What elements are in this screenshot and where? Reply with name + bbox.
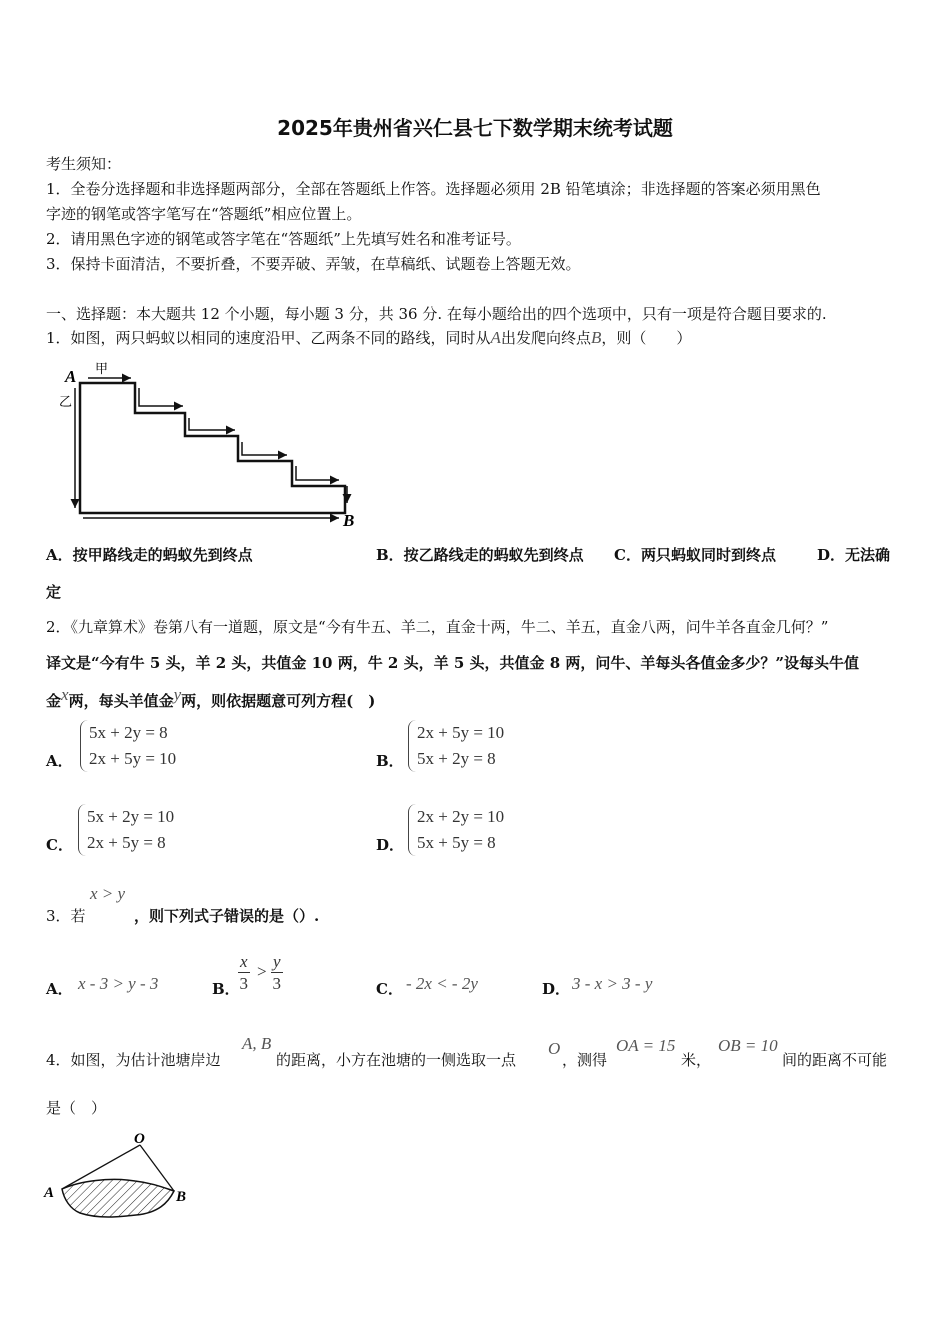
- page-title: 2025年贵州省兴仁县七下数学期末统考试题: [277, 116, 673, 140]
- q1-var-a: A: [490, 328, 501, 347]
- section-heading: 一、选择题：本大题共 12 个小题，每小题 3 分，共 36 分. 在每小题给出的四个选项中，只有一项是符合题目要求的.: [46, 305, 827, 323]
- q4-vars-ab: A, B: [242, 1034, 272, 1053]
- q2-stem-line3-b: 两，每头羊值金: [68, 692, 174, 710]
- q4-oa: OA = 15: [616, 1036, 676, 1055]
- q1-option-d[interactable]: D．无法确: [817, 546, 891, 564]
- q2-option-a-label[interactable]: A．: [46, 752, 73, 770]
- q2-stem-line3: [46, 685, 376, 711]
- q2-option-d-label[interactable]: D．: [376, 836, 405, 854]
- q4-stem-d: 米，: [681, 1051, 712, 1069]
- q2-stem-line3-a: 金: [46, 692, 62, 710]
- q4-stem-b: 的距离，小方在池塘的一侧选取一点: [276, 1051, 517, 1069]
- q2-option-b-eq1: 2x + 5y = 10: [417, 723, 505, 742]
- q2-option-d-eq1: 2x + 2y = 10: [417, 807, 505, 826]
- q2-option-c-eq2: 2x + 5y = 8: [87, 833, 166, 852]
- q3-option-b-frac1[interactable]: [238, 952, 250, 995]
- q1-stem-b: 出发爬向终点: [500, 329, 591, 347]
- notice-item-2: 2．请用黑色字迹的钢笔或答字笔在“答题纸”上先填写姓名和准考证号。: [46, 230, 521, 248]
- q1-fig-label-b: B: [343, 511, 355, 530]
- q3-option-b-num2: y: [273, 952, 281, 971]
- q2-option-b-label[interactable]: B．: [376, 752, 404, 770]
- notice-item-1: 1．全卷分选择题和非选择题两部分，全部在答题纸上作答。选择题必须用 2B 铅笔填涂；非选择题的答案必须用黑色: [46, 180, 821, 198]
- q4-fig-label-o: O: [134, 1131, 145, 1147]
- q1-fig-label-jia: 甲: [95, 362, 109, 377]
- q3-option-b-label[interactable]: B．: [212, 980, 240, 998]
- q1-stem-c: ，则（ ）: [601, 329, 692, 347]
- q1-option-b[interactable]: B．按乙路线走的蚂蚁先到终点: [376, 546, 584, 564]
- q2-option-a-eq1: 5x + 2y = 8: [89, 723, 168, 742]
- q2-option-b-eq2: 5x + 2y = 8: [417, 749, 496, 768]
- q3-option-b-num1: x: [240, 952, 248, 971]
- q2-option-b-system[interactable]: [408, 720, 504, 772]
- notice-heading: 考生须知：: [46, 155, 122, 173]
- q4-fig-label-a: A: [44, 1185, 55, 1201]
- q2-stem-line1: 2．《九章算术》卷第八有一道题，原文是“今有牛五、羊二，直金十两，牛二、羊五，直金八两，问牛羊各直金几何？”: [46, 618, 829, 636]
- q3-stem-a: 3．若: [46, 907, 86, 925]
- q3-option-d[interactable]: 3 - x > 3 - y: [572, 974, 653, 993]
- q1-var-b: B: [590, 328, 602, 347]
- q2-var-y: y: [173, 685, 182, 704]
- q2-option-d-system[interactable]: [408, 804, 504, 856]
- q4-stem-a: 4．如图，为估计池塘岸边: [46, 1051, 221, 1069]
- q2-option-c-system[interactable]: [78, 804, 174, 856]
- q1-staircase-figure: [55, 358, 375, 533]
- q1-stem: [46, 327, 691, 348]
- q4-stem-line2: 是（ ）: [46, 1099, 107, 1117]
- q1-option-d-cont: 定: [46, 583, 62, 601]
- q2-option-a-eq2: 2x + 5y = 10: [89, 749, 177, 768]
- q2-option-a-system[interactable]: [80, 720, 176, 772]
- q3-option-c-label[interactable]: C．: [376, 980, 403, 998]
- notice-item-3: 3．保持卡面清洁，不要折叠，不要弄破、弄皱，在草稿纸、试题卷上答题无效。: [46, 255, 581, 273]
- q4-fig-label-b: B: [176, 1189, 187, 1205]
- q2-stem-line2: 译文是“今有牛 5 头，羊 2 头，共值金 10 两，牛 2 头，羊 5 头，共值金 8 两，问牛、羊每头各值金多少？”设每头牛值: [46, 654, 859, 672]
- q2-stem-line3-c: 两，则依据题意可列方程( ): [181, 692, 376, 710]
- q3-option-a[interactable]: x - 3 > y - 3: [78, 974, 159, 993]
- q3-option-b-den1: 3: [239, 974, 249, 993]
- q3-option-b-frac2[interactable]: [271, 952, 283, 995]
- q2-var-x: x: [61, 685, 69, 704]
- q4-ob: OB = 10: [718, 1036, 778, 1055]
- q4-stem-c: ，测得: [562, 1051, 608, 1069]
- q2-option-c-label[interactable]: C．: [46, 836, 73, 854]
- q3-stem-b: ，则下列式子错误的是（）.: [134, 907, 320, 925]
- q1-option-c[interactable]: C．两只蚂蚁同时到终点: [614, 546, 776, 564]
- q4-pond-figure: [40, 1125, 200, 1225]
- notice-item-1-cont: 字迹的钢笔或答字笔写在“答题纸”相应位置上。: [46, 205, 362, 223]
- q4-var-o: O: [548, 1039, 561, 1058]
- q3-option-c[interactable]: - 2x < - 2y: [406, 974, 478, 993]
- q3-option-b-relation: >: [257, 962, 267, 981]
- q3-option-d-label[interactable]: D．: [542, 980, 571, 998]
- q1-option-a[interactable]: A．按甲路线走的蚂蚁先到终点: [46, 546, 253, 564]
- q3-option-a-label[interactable]: A．: [46, 980, 73, 998]
- q3-condition: x > y: [90, 884, 126, 903]
- q1-fig-label-a: A: [65, 367, 77, 386]
- q4-stem-e: 间的距离不可能: [782, 1051, 888, 1069]
- q1-fig-label-yi: 乙: [59, 395, 73, 410]
- q3-option-b-den2: 3: [272, 974, 282, 993]
- q2-option-d-eq2: 5x + 5y = 8: [417, 833, 496, 852]
- q2-option-c-eq1: 5x + 2y = 10: [87, 807, 175, 826]
- q1-stem-a: 1．如图，两只蚂蚁以相同的速度沿甲、乙两条不同的路线，同时从: [46, 329, 491, 347]
